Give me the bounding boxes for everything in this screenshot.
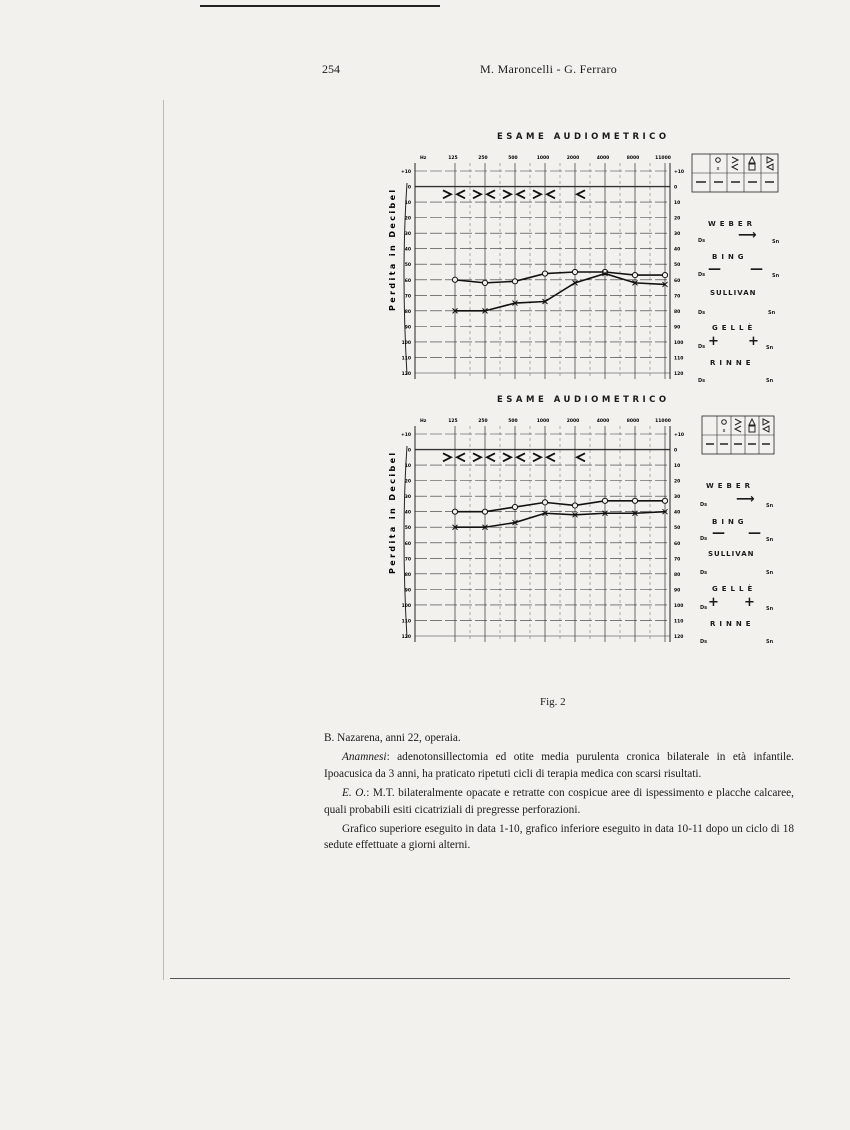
data-point-gt: [443, 453, 451, 461]
y-tick-label-right: 60: [674, 278, 681, 284]
y-tick-label-right: +10: [674, 433, 685, 438]
x-tick-label: 250: [478, 419, 488, 424]
eo-label: E. O.: [342, 787, 367, 800]
data-point-gt: [473, 190, 481, 198]
y-tick-label-right: 10: [674, 201, 681, 207]
legend-ds: Ds: [700, 570, 708, 576]
y-tick-label: 40: [404, 247, 411, 253]
legend-sn: Sn: [772, 273, 780, 279]
legend-sn: Sn: [766, 606, 774, 612]
y-tick-label: 90: [404, 325, 411, 331]
legend-sn: Sn: [766, 345, 774, 351]
y-axis-label: Perdita in Decibel: [388, 187, 397, 311]
y-tick-label: 120: [401, 635, 411, 640]
body-text: [324, 730, 794, 857]
y-tick-label: 60: [404, 278, 411, 284]
legend-gelle: GELLÈ: [712, 324, 757, 332]
data-point-gt: [503, 453, 511, 461]
x-tick-label: 2000: [566, 156, 580, 161]
eo-text: : M.T. bilateralmente opacate e retratte con cospicue aree di ispessimento e placche calcaree, quali probabili esiti cicatriziali di pregresse perforazioni.: [324, 787, 794, 816]
y-tick-label-right: 0: [674, 185, 678, 191]
y-tick-label-right: 120: [674, 635, 684, 640]
y-tick-label: 40: [404, 510, 411, 516]
y-tick-label-right: 110: [674, 619, 684, 625]
data-point-o: [482, 280, 487, 285]
eo-paragraph: [324, 785, 794, 818]
data-point-lt: [487, 190, 495, 198]
legend-panel-top: [690, 150, 790, 390]
y-tick-label: 0: [407, 185, 411, 191]
x-axis-label: Hz: [420, 419, 427, 424]
y-tick-label: 50: [404, 526, 411, 532]
figure-caption: Fig. 2: [540, 696, 566, 708]
symbol-key-box: [690, 150, 782, 200]
legend-panel-bottom: [700, 412, 790, 652]
x-tick-label: 125: [448, 419, 458, 424]
legend-sn: Sn: [768, 310, 776, 316]
y-tick-label: 80: [404, 309, 411, 315]
y-tick-label-right: 30: [674, 232, 681, 238]
legend-weber: WEBER: [708, 220, 757, 228]
legend-bing: BING: [712, 253, 748, 261]
data-point-o: [452, 277, 457, 282]
gelle-plus-icon: +: [708, 334, 719, 349]
y-tick-label-right: 60: [674, 541, 681, 547]
y-tick-label: 60: [404, 541, 411, 547]
y-tick-label: 10: [404, 464, 411, 470]
bing-dash-icon: —: [708, 262, 721, 277]
y-tick-label: 100: [401, 603, 411, 609]
page-number: 254: [322, 62, 340, 76]
y-tick-label-right: 100: [674, 340, 684, 346]
x-axis-label: Hz: [420, 156, 427, 161]
y-tick-label-right: 70: [674, 557, 681, 563]
data-point-lt: [457, 190, 465, 198]
data-point-o: [512, 279, 517, 284]
scan-left-rule: [163, 100, 164, 980]
y-tick-label-right: 50: [674, 263, 681, 269]
x-tick-label: 11000: [655, 156, 671, 161]
data-point-lt: [457, 453, 465, 461]
data-point-lt: [547, 453, 555, 461]
chart-title: ESAME AUDIOMETRICO: [497, 395, 670, 405]
legend-rinne: RINNE: [710, 359, 755, 367]
legend-ds: Ds: [700, 639, 708, 645]
x-tick-label: 500: [508, 419, 518, 424]
anamnesi-paragraph: [324, 749, 794, 782]
legend-ds: Ds: [698, 272, 706, 278]
anamnesi-label: Anamnesi: [342, 751, 387, 764]
legend-ds: Ds: [700, 605, 708, 611]
legend-sullivan: SULLIVAN: [710, 289, 757, 297]
data-point-gt: [533, 190, 541, 198]
data-point-o: [632, 273, 637, 278]
running-head-authors: M. Maroncelli - G. Ferraro: [480, 62, 618, 76]
data-point-gt: [503, 190, 511, 198]
y-tick-label: 110: [401, 356, 411, 362]
y-tick-label-right: 30: [674, 495, 681, 501]
legend-sn: Sn: [766, 570, 774, 576]
data-point-o: [542, 271, 547, 276]
data-point-lt: [547, 190, 555, 198]
y-tick-label: 100: [401, 340, 411, 346]
scan-bottom-rule: [170, 978, 790, 979]
page-header: [0, 58, 850, 78]
x-tick-label: 8000: [626, 156, 640, 161]
data-point-lt: [577, 453, 585, 461]
legend-weber: WEBER: [706, 482, 755, 490]
legend-ds: Ds: [700, 536, 708, 542]
y-tick-label-right: 50: [674, 526, 681, 532]
y-tick-label: 20: [404, 479, 411, 485]
y-tick-label-right: 40: [674, 247, 681, 253]
y-tick-label-right: 40: [674, 510, 681, 516]
y-tick-label: 30: [404, 495, 411, 501]
weber-arrow-icon: ⟶: [736, 492, 755, 507]
bing-dash-icon: —: [712, 526, 725, 541]
data-point-gt: [473, 453, 481, 461]
patient-line: B. Nazarena, anni 22, operaia.: [324, 732, 461, 744]
x-tick-label: 4000: [596, 419, 610, 424]
data-point-lt: [517, 453, 525, 461]
data-point-o: [452, 509, 457, 514]
legend-sn: Sn: [766, 537, 774, 543]
legend-sn: Sn: [772, 239, 780, 245]
x-tick-label: 500: [508, 156, 518, 161]
svg-text:x: x: [716, 166, 720, 172]
y-tick-label-right: 120: [674, 372, 684, 377]
y-tick-label-right: 100: [674, 603, 684, 609]
y-tick-label-right: 80: [674, 309, 681, 315]
y-tick-label: 10: [404, 201, 411, 207]
x-tick-label: 1000: [536, 419, 550, 424]
y-tick-label-right: 90: [674, 325, 681, 331]
data-point-o: [662, 498, 667, 503]
legend-sullivan: SULLIVAN: [708, 550, 755, 558]
data-point-o: [542, 500, 547, 505]
y-tick-label: 110: [401, 619, 411, 625]
legend-sn: Sn: [766, 503, 774, 509]
grafico-paragraph: Grafico superiore eseguito in data 1-10, grafico inferiore eseguito in data 10-11 dopo un ciclo di 18 sedute effettuate a giorni alterni.: [324, 823, 794, 852]
gelle-plus-icon: +: [744, 595, 755, 610]
y-tick-label: 120: [401, 372, 411, 377]
legend-sn: Sn: [766, 639, 774, 645]
anamnesi-text: : adenotonsillectomia ed otite media purulenta cronica bilaterale in età infantile. Ipoacusica da 3 anni, ha praticato ripetuti cicli di terapia medica con scarsi risultati.: [324, 751, 794, 780]
legend-ds: Ds: [698, 344, 706, 350]
y-tick-label: 80: [404, 572, 411, 578]
svg-text:x: x: [722, 428, 726, 434]
data-point-o: [632, 498, 637, 503]
y-tick-label: 70: [404, 294, 411, 300]
data-point-lt: [487, 453, 495, 461]
data-point-o: [512, 504, 517, 509]
data-point-gt: [443, 190, 451, 198]
data-point-o: [602, 498, 607, 503]
bing-dash-icon: —: [748, 526, 761, 541]
y-tick-label-right: 20: [674, 479, 681, 485]
x-tick-label: 250: [478, 156, 488, 161]
y-tick-label-right: 80: [674, 572, 681, 578]
audiogram-bottom: [370, 408, 690, 653]
y-tick-label-right: 90: [674, 588, 681, 594]
y-tick-label: 50: [404, 263, 411, 269]
x-tick-label: 125: [448, 156, 458, 161]
y-tick-label-right: 70: [674, 294, 681, 300]
weber-arrow-icon: ⟶: [738, 228, 757, 243]
y-tick-label: +10: [400, 170, 411, 175]
x-tick-label: 11000: [655, 419, 671, 424]
data-point-o: [572, 503, 577, 508]
x-tick-label: 2000: [566, 419, 580, 424]
x-tick-label: 1000: [536, 156, 550, 161]
data-point-o: [482, 509, 487, 514]
y-tick-label: 0: [407, 448, 411, 454]
y-tick-label: 30: [404, 232, 411, 238]
symbol-key-box: [700, 412, 780, 462]
legend-ds: Ds: [698, 238, 706, 244]
bing-dash-icon: —: [750, 262, 763, 277]
audiogram-top: [370, 145, 690, 390]
data-point-o: [662, 273, 667, 278]
y-tick-label-right: 0: [674, 448, 678, 454]
data-point-lt: [577, 190, 585, 198]
y-tick-label-right: 110: [674, 356, 684, 362]
gelle-plus-icon: +: [708, 595, 719, 610]
y-tick-label: 20: [404, 216, 411, 222]
y-tick-label-right: 10: [674, 464, 681, 470]
y-tick-label: 70: [404, 557, 411, 563]
y-tick-label-right: +10: [674, 170, 685, 175]
legend-gelle: GELLÈ: [712, 585, 757, 593]
legend-rinne: RINNE: [710, 620, 755, 628]
legend-ds: Ds: [698, 378, 706, 384]
legend-bing: BING: [712, 518, 748, 526]
y-tick-label: +10: [400, 433, 411, 438]
y-axis-label: Perdita in Decibel: [388, 450, 397, 574]
data-point-o: [572, 269, 577, 274]
legend-ds: Ds: [700, 502, 708, 508]
x-tick-label: 8000: [626, 419, 640, 424]
legend-sn: Sn: [766, 378, 774, 384]
data-point-gt: [533, 453, 541, 461]
y-tick-label: 90: [404, 588, 411, 594]
chart-title: ESAME AUDIOMETRICO: [497, 132, 670, 142]
x-tick-label: 4000: [596, 156, 610, 161]
scan-top-rule: [200, 5, 440, 7]
legend-ds: Ds: [698, 310, 706, 316]
gelle-plus-icon: +: [748, 334, 759, 349]
y-tick-label-right: 20: [674, 216, 681, 222]
data-point-lt: [517, 190, 525, 198]
